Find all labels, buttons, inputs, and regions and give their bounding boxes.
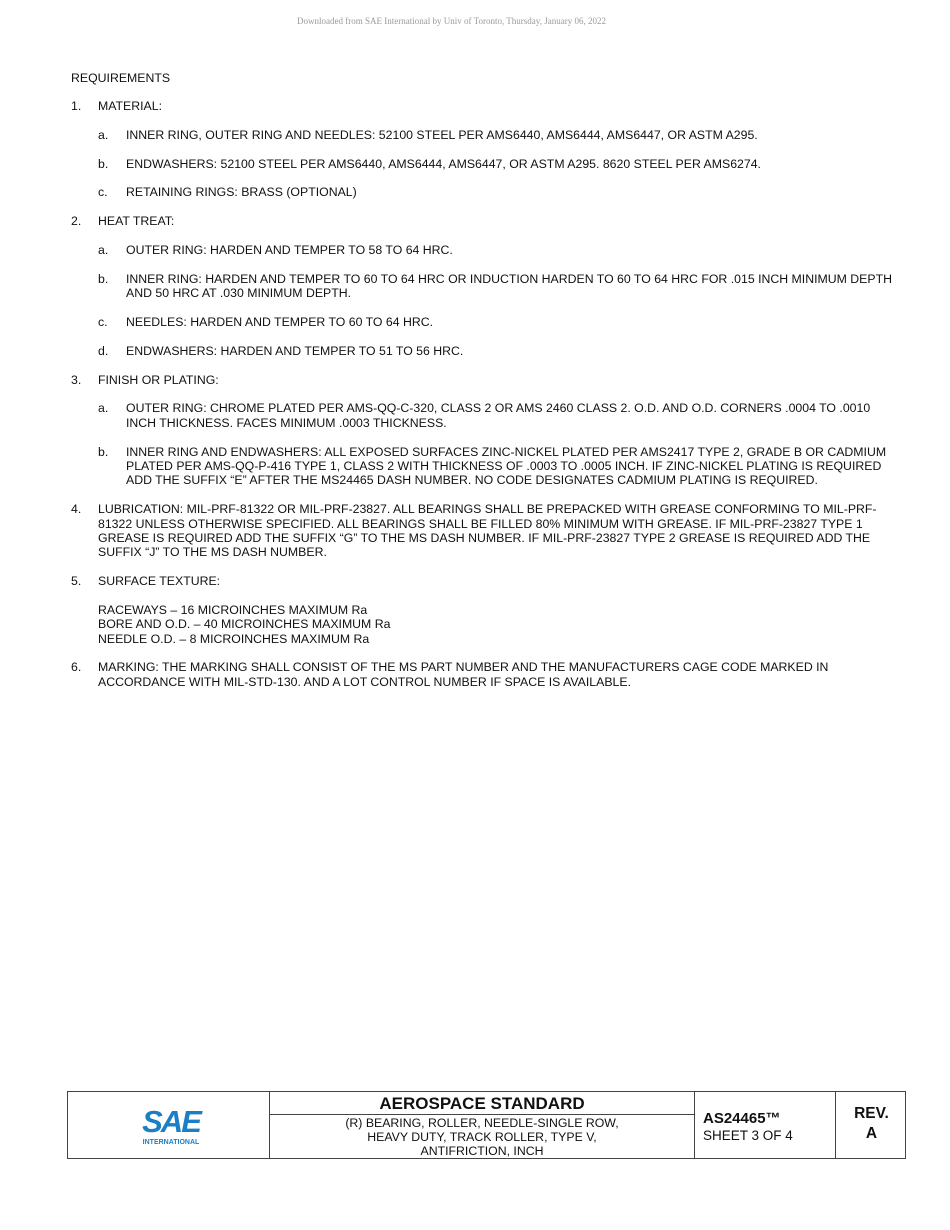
sub-item — [98, 272, 893, 301]
item-title: SURFACE TEXTURE: — [98, 574, 221, 589]
title-cell — [270, 1092, 695, 1158]
sub-text: ENDWASHERS: 52100 STEEL PER AMS6440, AMS6444, AMS6447, OR ASTM A295. 8620 STEEL PER AMS6274. — [126, 156, 761, 171]
document-cell — [695, 1092, 836, 1158]
requirements-list — [71, 99, 893, 703]
sub-text: OUTER RING: HARDEN AND TEMPER TO 58 TO 64 HRC. — [126, 242, 453, 257]
revision-cell — [836, 1092, 907, 1158]
sub-letter: b. — [98, 156, 109, 171]
item-number: 6. — [71, 660, 82, 675]
standard-description — [270, 1115, 694, 1159]
item-number: 5. — [71, 574, 82, 589]
svg-text:INTERNATIONAL: INTERNATIONAL — [142, 1139, 200, 1146]
download-watermark: Downloaded from SAE International by Univ of Toronto, Thursday, January 06, 2022 — [297, 16, 606, 26]
description-line: ANTIFRICTION, INCH — [420, 1144, 544, 1159]
description-line: HEAVY DUTY, TRACK ROLLER, TYPE V, — [367, 1130, 597, 1145]
requirement-item — [71, 660, 893, 689]
sub-item — [98, 157, 893, 171]
sub-item — [98, 344, 893, 358]
sub-letter: a. — [98, 127, 109, 142]
svg-text:SAE: SAE — [142, 1104, 200, 1139]
sub-item — [98, 128, 893, 142]
item-number: 4. — [71, 502, 82, 517]
sub-item — [98, 401, 893, 430]
item-title: MATERIAL: — [98, 99, 162, 113]
logo-cell — [68, 1092, 270, 1158]
item-title: FINISH OR PLATING: — [98, 372, 219, 387]
description-line: (R) BEARING, ROLLER, NEEDLE-SINGLE ROW, — [345, 1116, 619, 1130]
sub-item — [98, 185, 893, 199]
sub-letter: c. — [98, 314, 108, 329]
revision-label: REV. — [854, 1105, 889, 1122]
texture-line: BORE AND O.D. – 40 MICROINCHES MAXIMUM Ra — [98, 617, 391, 632]
revision-value: A — [865, 1125, 878, 1142]
sub-letter: a. — [98, 242, 109, 257]
requirement-item — [71, 214, 893, 358]
sub-letter: a. — [98, 401, 109, 416]
item-number: 3. — [71, 372, 82, 387]
sub-text: INNER RING AND ENDWASHERS: ALL EXPOSED SURFACES ZINC-NICKEL PLATED PER AMS2417 TYPE 2, GRADE B OR CADMIUM PLATED PER AMS-QQ-P-416 TYPE 1, CLASS 2 WITH THICKNESS OF .0003 TO .0005 INCH. IF ZINC-NICKEL PLATING IS REQUIRED ADD THE SUFFIX “E” AFTER THE MS24465 DASH NUMBER. NO CODE DESIGNATES CADMIUM PLATING IS REQUIRED. — [126, 444, 887, 488]
sae-logo — [138, 1102, 204, 1148]
sub-text: NEEDLES: HARDEN AND TEMPER TO 60 TO 64 HRC. — [126, 314, 434, 329]
sub-letter: c. — [98, 185, 108, 200]
title-block — [67, 1091, 906, 1159]
item-title: LUBRICATION: MIL-PRF-81322 OR MIL-PRF-23827. ALL BEARINGS SHALL BE PREPACKED WITH GREASE CONFORMING TO MIL-PRF-81322 UNLESS OTHERWISE SPECIFIED. ALL BEARINGS SHALL BE FILLED 80% MINIMUM WITH GREASE. IF MIL-PRF-23827 TYPE 1 GREASE IS REQUIRED ADD THE SUFFIX “G” TO THE MS DASH NUMBER. IF MIL-PRF-23827 TYPE 2 GREASE IS REQUIRED ADD THE SUFFIX “J” TO THE MS DASH NUMBER. — [98, 502, 877, 560]
sub-text: INNER RING: HARDEN AND TEMPER TO 60 TO 64 HRC OR INDUCTION HARDEN TO 60 TO 64 HRC FOR .015 INCH MINIMUM DEPTH AND 50 HRC AT .030 MINIMUM DEPTH. — [126, 271, 892, 301]
texture-line: RACEWAYS – 16 MICROINCHES MAXIMUM Ra — [98, 603, 368, 617]
sub-item — [98, 243, 893, 257]
requirement-item — [71, 99, 893, 200]
sub-item — [98, 315, 893, 329]
item-number: 2. — [71, 214, 82, 229]
texture-list — [98, 603, 893, 646]
texture-line: NEEDLE O.D. – 8 MICROINCHES MAXIMUM Ra — [98, 631, 370, 646]
sub-text: RETAINING RINGS: BRASS (OPTIONAL) — [126, 185, 357, 200]
sub-letter: d. — [98, 343, 109, 358]
sub-letter: b. — [98, 444, 109, 459]
document-number: AS24465™ — [703, 1110, 781, 1127]
item-number: 1. — [71, 99, 82, 113]
requirement-item — [71, 574, 893, 646]
requirement-item — [71, 373, 893, 488]
requirement-item — [71, 502, 893, 560]
sub-text: ENDWASHERS: HARDEN AND TEMPER TO 51 TO 56 HRC. — [126, 343, 464, 358]
sub-item — [98, 445, 893, 488]
sub-text: INNER RING, OUTER RING AND NEEDLES: 52100 STEEL PER AMS6440, AMS6444, AMS6447, OR ASTM A295. — [126, 127, 758, 142]
item-title: MARKING: THE MARKING SHALL CONSIST OF THE MS PART NUMBER AND THE MANUFACTURERS CAGE CODE MARKED IN ACCORDANCE WITH MIL-STD-130. AND A LOT CONTROL NUMBER IF SPACE IS AVAILABLE. — [98, 660, 829, 689]
sheet-number: SHEET 3 OF 4 — [703, 1128, 793, 1143]
sub-text: OUTER RING: CHROME PLATED PER AMS-QQ-C-320, CLASS 2 OR AMS 2460 CLASS 2. O.D. AND O.D. CORNERS .0004 TO .0010 INCH THICKNESS. FACES MINIMUM .0003 THICKNESS. — [126, 401, 871, 430]
sub-letter: b. — [98, 271, 109, 286]
section-heading: REQUIREMENTS — [71, 71, 171, 85]
item-title: HEAT TREAT: — [98, 214, 175, 229]
standard-name: AEROSPACE STANDARD — [270, 1092, 694, 1115]
